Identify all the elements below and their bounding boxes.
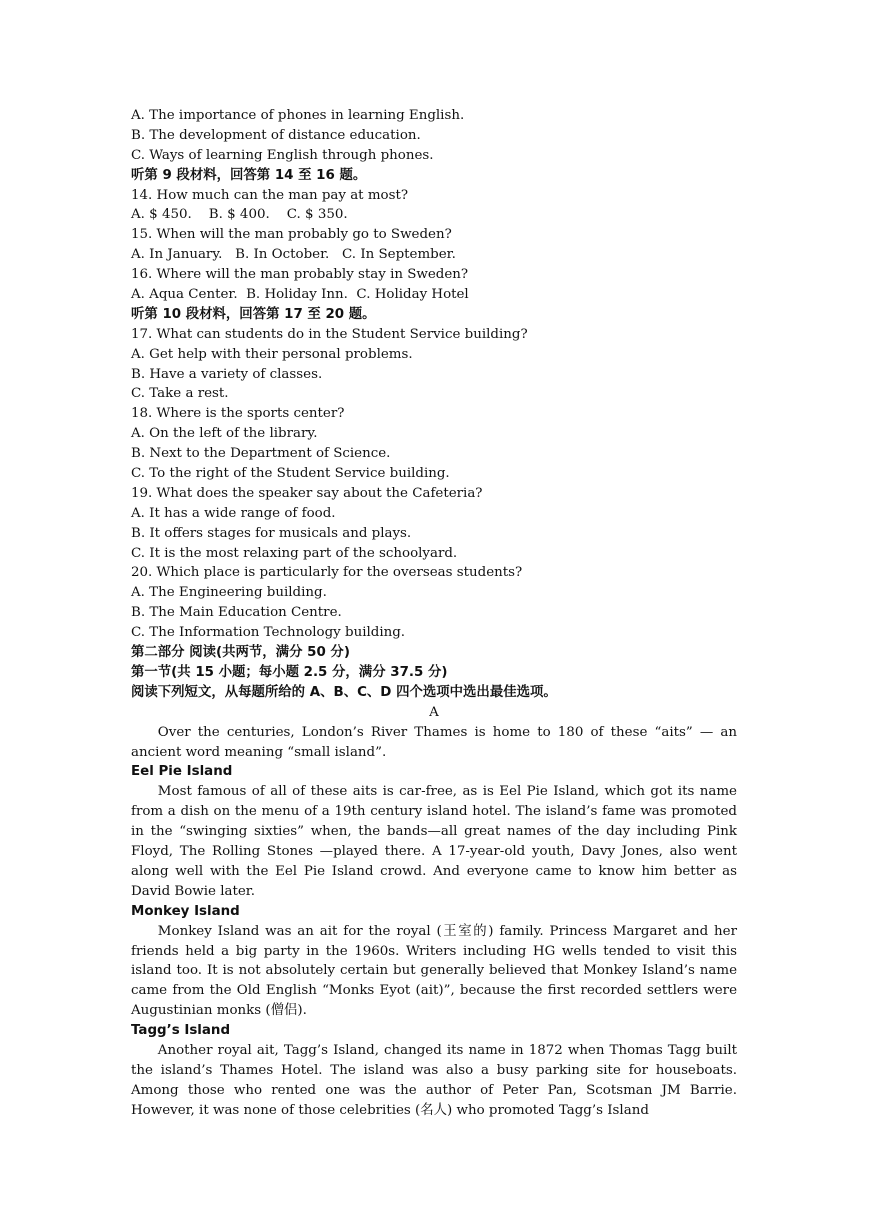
q19-option-b: B. It offers stages for musicals and plays. [131, 525, 412, 541]
question-16: 16. Where will the man probably stay in Sweden? [131, 267, 469, 283]
question-19: 19. What does the speaker say about the Cafeteria? [131, 485, 483, 501]
q13-option-b: B. The development of distance education. [131, 127, 421, 143]
eel-pie-island-heading: Eel Pie Island [131, 764, 233, 780]
q18-option-b: B. Next to the Department of Science. [131, 446, 391, 462]
q13-option-a: A. The importance of phones in learning English. [131, 108, 465, 123]
monkey-island-heading: Monkey Island [131, 903, 240, 919]
q19-option-a: A. It has a wide range of food. [131, 505, 336, 521]
q14-options: A. $ 450. B. $ 400. C. $ 350. [131, 207, 348, 223]
question-18: 18. Where is the sports center? [131, 406, 345, 422]
q16-options: A. Aqua Center. B. Holiday Inn. C. Holiday Hotel [131, 287, 469, 303]
question-17: 17. What can students do in the Student Service building? [131, 326, 528, 342]
passage-intro: Over the centuries, London’s River Thames is home to 180 of these “aits” — an ancient word meaning “small island”. [131, 724, 737, 760]
q18-option-a: A. On the left of the library. [131, 426, 318, 442]
q20-option-a: A. The Engineering building. [131, 585, 327, 601]
reading-instructions: 阅读下列短文，从每题所给的 A、B、C、D 四个选项中选出最佳选项。 [131, 684, 557, 700]
taggs-island-text: Another royal ait, Tagg’s Island, changed its name in 1872 when Thomas Tagg built the island’s Thames Hotel. The island was also a busy parking site for houseboats. Among those who rented one was the author of Peter Pan, Scotsman JM Barrie. However, it was none of those celebrities (名人) who promoted Tagg’s Island [131, 1043, 737, 1118]
taggs-island-heading: Tagg’s Island [131, 1023, 231, 1039]
q20-option-c: C. The Information Technology building. [131, 625, 406, 641]
part-two-title: 第二部分 阅读(共两节，满分 50 分) [131, 645, 350, 661]
passage-label: A [429, 704, 439, 720]
q17-option-a: A. Get help with their personal problems. [131, 346, 413, 362]
question-14: 14. How much can the man pay at most? [131, 187, 409, 203]
section-one-title: 第一节(共 15 小题；每小题 2.5 分，满分 37.5 分) [131, 664, 448, 680]
q17-option-b: B. Have a variety of classes. [131, 366, 323, 382]
q20-option-b: B. The Main Education Centre. [131, 605, 342, 621]
section-header-10: 听第 10 段材料，回答第 17 至 20 题。 [131, 306, 376, 322]
section-header-9: 听第 9 段材料，回答第 14 至 16 题。 [131, 167, 367, 183]
q13-option-c: C. Ways of learning English through phones. [131, 147, 434, 163]
question-15: 15. When will the man probably go to Sweden? [131, 227, 452, 243]
q17-option-c: C. Take a rest. [131, 386, 229, 402]
question-20: 20. Which place is particularly for the overseas students? [131, 565, 523, 581]
q19-option-c: C. It is the most relaxing part of the schoolyard. [131, 545, 458, 561]
q15-options: A. In January. B. In October. C. In September. [131, 247, 456, 263]
q18-option-c: C. To the right of the Student Service building. [131, 466, 450, 482]
monkey-island-text: Monkey Island was an ait for the royal (王室的) family. Princess Margaret and her friends held a big party in the 1960s. Writers including HG wells tended to visit this island too. It is not absolutely certain but generally believed that Monkey Island’s name came from the Old English “Monks Eyot (ait)”, because the first recorded settlers were Augustinian monks (僧侣). [131, 923, 737, 1019]
eel-pie-island-text: Most famous of all of these aits is car-free, as is Eel Pie Island, which got its name from a dish on the menu of a 19th century island hotel. The island’s fame was promoted in the “swinging sixties” when, the bands—all great names of the day including Pink Floyd, The Rolling Stones —played there. A 17-year-old youth, Davy Jones, also went along well with the Eel Pie Island crowd. And everyone came to know him better as David Bowie later. [131, 784, 737, 899]
